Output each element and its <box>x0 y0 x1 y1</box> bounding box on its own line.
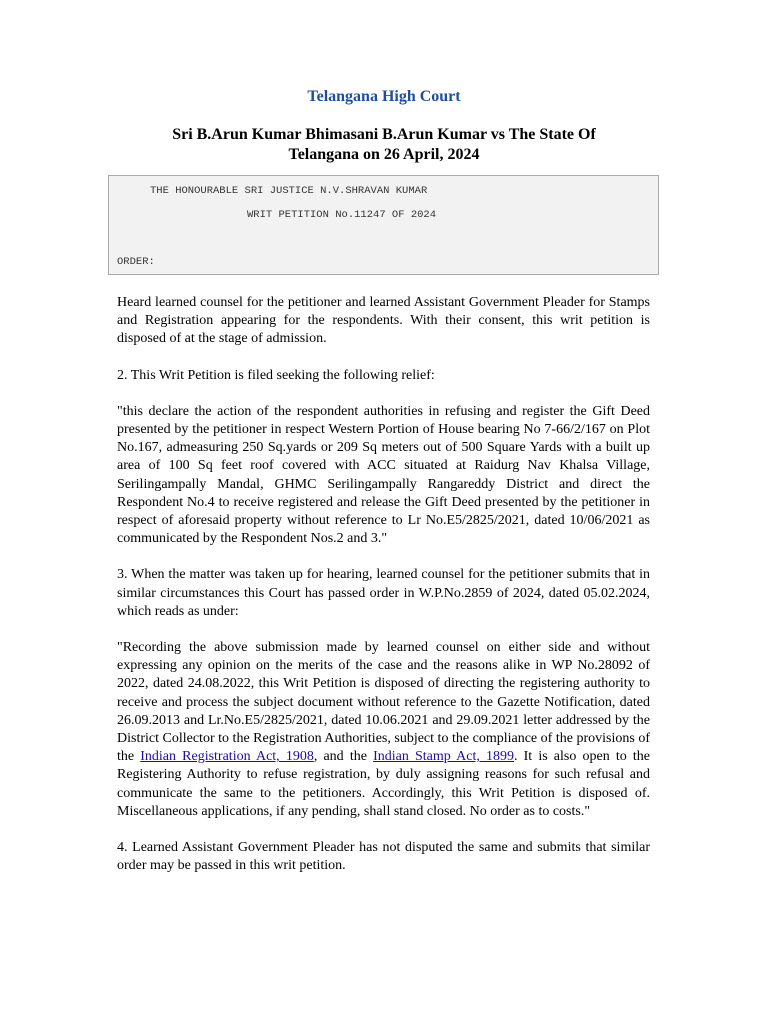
paragraph-1: Heard learned counsel for the petitioner and learned Assistant Government Pleader for Stamps and Registration appearing for the respondents. With their consent, this writ petition is disposed of at the stage of admission. <box>117 295 650 347</box>
order-label: ORDER: <box>117 256 155 268</box>
justice-line: THE HONOURABLE SRI JUSTICE N.V.SHRAVAN KUMAR <box>150 185 428 197</box>
judgment-body <box>117 294 650 893</box>
paragraph-4: 3. When the matter was taken up for hearing, learned counsel for the petitioner submits that in similar circumstances this Court has passed order in W.P.No.2859 of 2024, dated 05.02.2024, which reads as under: <box>117 567 650 619</box>
court-name: Telangana High Court <box>307 88 461 105</box>
preformatted-header-box <box>108 175 659 275</box>
paragraph-2: 2. This Writ Petition is filed seeking the following relief: <box>117 367 435 383</box>
quote-text-part-2: , and the <box>313 749 374 765</box>
link-indian-stamp-act[interactable]: Indian Stamp Act, 1899 <box>373 749 514 765</box>
link-indian-registration-act[interactable]: Indian Registration Act, 1908 <box>140 749 314 765</box>
paragraph-3-relief-quote: "this declare the action of the respondent authorities in refusing and register the Gift Deed presented by the petitioner in respect Western Portion of House bearing No 7-66/2/167 on Plot No.167, admeasuring 250 Sq.yards or 209 Sq meters out of 500 Square Yards with a built up area of 100 Sq feet roof covered with ACC situated at Raidurg Nav Khalsa Village, Serilingampally Mandal, GHMC Serilingampally Rangareddy District and direct the Respondent No.4 to receive registered and release the Gift Deed presented by the petitioner in respect of aforesaid property without reference to Lr No.E5/2825/2021, dated 10/06/2021 as communicated by the Respondent Nos.2 and 3." <box>117 403 650 547</box>
petition-number-line: WRIT PETITION No.11247 OF 2024 <box>247 209 437 221</box>
case-title: Sri B.Arun Kumar Bhimasani B.Arun Kumar vs The State Of Telangana on 26 April, 2024 <box>172 126 596 163</box>
paragraph-6: 4. Learned Assistant Government Pleader has not disputed the same and submits that similar order may be passed in this writ petition. <box>117 840 650 874</box>
quote-text-part-3: . It is also open to the Registering Authority to refuse registration, by duly assigning reasons for such refusal and communicate the same to the petitioners. Accordingly, this Writ Petition is disposed of. Miscellaneous applications, if any pending, shall stand closed. No order as to costs." <box>117 749 650 819</box>
paragraph-5-order-quote <box>117 639 650 821</box>
quote-text-part-1: "Recording the above submission made by learned counsel on either side and without expressing any opinion on the merits of the case and the reasons alike in WP No.28092 of 2022, dated 24.08.2022, this Writ Petition is disposed of directing the registering authority to receive and process the subject document without reference to the Gazette Notification, dated 26.09.2013 and Lr.No.E5/2825/2021, dated 10.06.2021 and 29.09.2021 letter addressed by the District Collector to the Registration Authorities, subject to the compliance of the provisions of the <box>117 640 650 765</box>
